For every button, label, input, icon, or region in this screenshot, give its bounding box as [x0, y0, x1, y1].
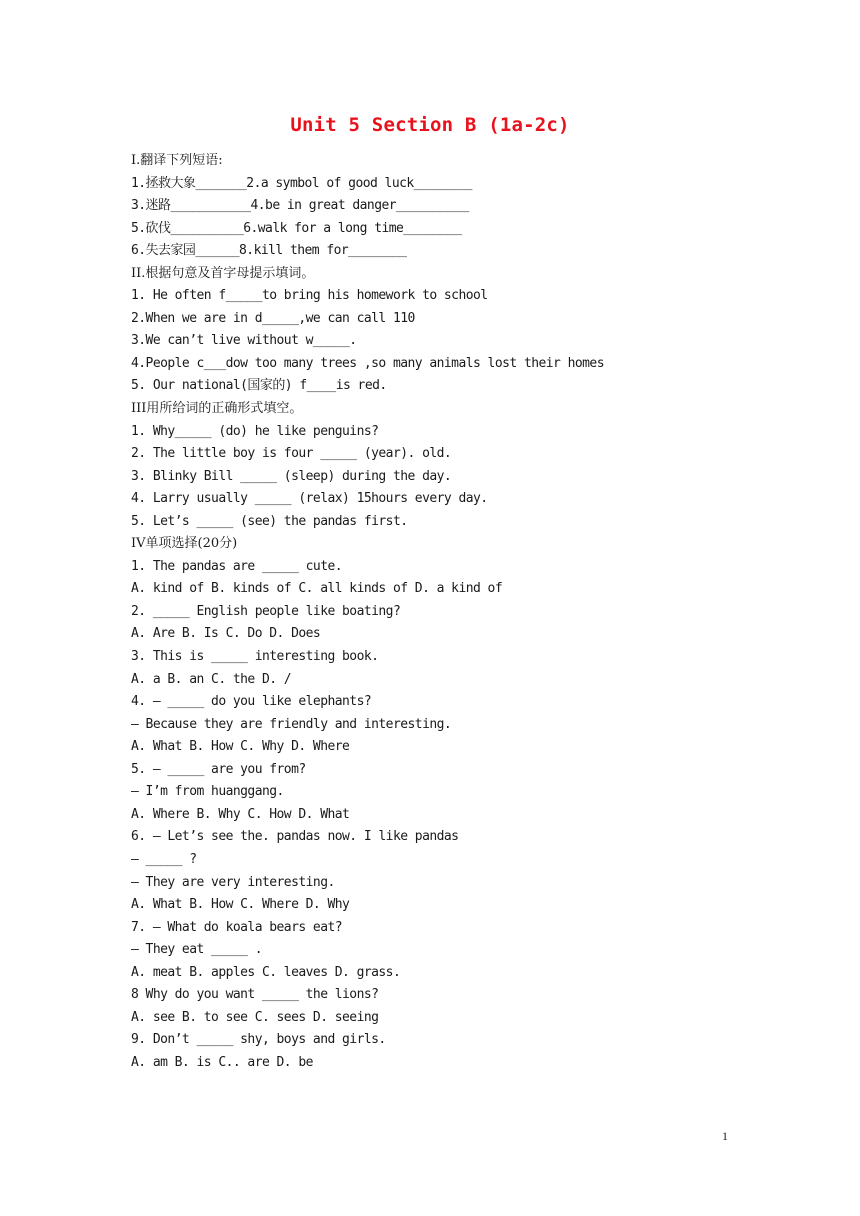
- section-heading: II.根据句意及首字母提示填词。: [131, 265, 315, 281]
- exercise-line: 2. The little boy is four _____ (year). old.: [131, 446, 452, 462]
- exercise-line: A. What B. How C. Why D. Where: [131, 739, 350, 755]
- exercise-line: 3.We can’t live without w_____.: [131, 333, 357, 349]
- exercise-line: A. see B. to see C. sees D. seeing: [131, 1009, 379, 1025]
- exercise-line: 2.When we are in d_____,we can call 110: [131, 310, 415, 326]
- exercise-line: 2. _____ English people like boating?: [131, 603, 401, 619]
- exercise-line: 5.砍伐__________6.walk for a long time________: [131, 220, 462, 236]
- exercise-line: 9. Don’t _____ shy, boys and girls.: [131, 1032, 386, 1048]
- document-title: Unit 5 Section B (1a-2c): [290, 114, 570, 136]
- exercise-line: — Because they are friendly and interesting.: [131, 716, 452, 732]
- exercise-line: 1. The pandas are _____ cute.: [131, 558, 343, 574]
- page-number: 1: [722, 1129, 728, 1143]
- exercise-line: 8 Why do you want _____ the lions?: [131, 987, 379, 1003]
- exercise-line: 4. — _____ do you like elephants?: [131, 694, 372, 710]
- exercise-line: 3. This is _____ interesting book.: [131, 649, 379, 665]
- exercise-line: 1.拯救大象_______2.a symbol of good luck________: [131, 175, 472, 191]
- exercise-line: A. a B. an C. the D. /: [131, 671, 292, 687]
- exercise-line: 6.失去家园______8.kill them for________: [131, 243, 407, 259]
- exercise-line: 3. Blinky Bill _____ (sleep) during the day.: [131, 468, 452, 484]
- exercise-line: — They eat _____ .: [131, 942, 262, 958]
- exercise-line: A. meat B. apples C. leaves D. grass.: [131, 964, 401, 980]
- exercise-line: — They are very interesting.: [131, 874, 335, 890]
- exercise-line: — I’m from huanggang.: [131, 784, 284, 800]
- section-heading: IV单项选择(20分): [131, 536, 238, 552]
- exercise-line: 5. — _____ are you from?: [131, 761, 306, 777]
- exercise-line: 1. Why_____ (do) he like penguins?: [131, 423, 379, 439]
- exercise-line: A. Are B. Is C. Do D. Does: [131, 626, 321, 642]
- exercise-line: 6. — Let’s see the. pandas now. I like pandas: [131, 829, 459, 845]
- section-heading: III用所给词的正确形式填空。: [131, 401, 303, 417]
- exercise-line: 4.People c___dow too many trees ,so many animals lost their homes: [131, 355, 604, 371]
- exercise-line: — _____ ?: [131, 851, 197, 867]
- exercise-line: 7. — What do koala bears eat?: [131, 919, 343, 935]
- exercise-line: 4. Larry usually _____ (relax) 15hours every day.: [131, 491, 488, 507]
- exercise-line: 5. Our national(国家的) f____is red.: [131, 378, 387, 394]
- exercise-content: [131, 150, 771, 1074]
- exercise-line: A. am B. is C.. are D. be: [131, 1054, 313, 1070]
- exercise-line: 3.迷路___________4.be in great danger__________: [131, 198, 469, 214]
- exercise-line: A. Where B. Why C. How D. What: [131, 806, 350, 822]
- section-heading: I.翻译下列短语:: [131, 153, 223, 168]
- exercise-line: A. kind of B. kinds of C. all kinds of D. a kind of: [131, 581, 503, 597]
- exercise-line: 5. Let’s _____ (see) the pandas first.: [131, 513, 408, 529]
- exercise-line: A. What B. How C. Where D. Why: [131, 897, 350, 913]
- exercise-line: 1. He often f_____to bring his homework to school: [131, 288, 488, 304]
